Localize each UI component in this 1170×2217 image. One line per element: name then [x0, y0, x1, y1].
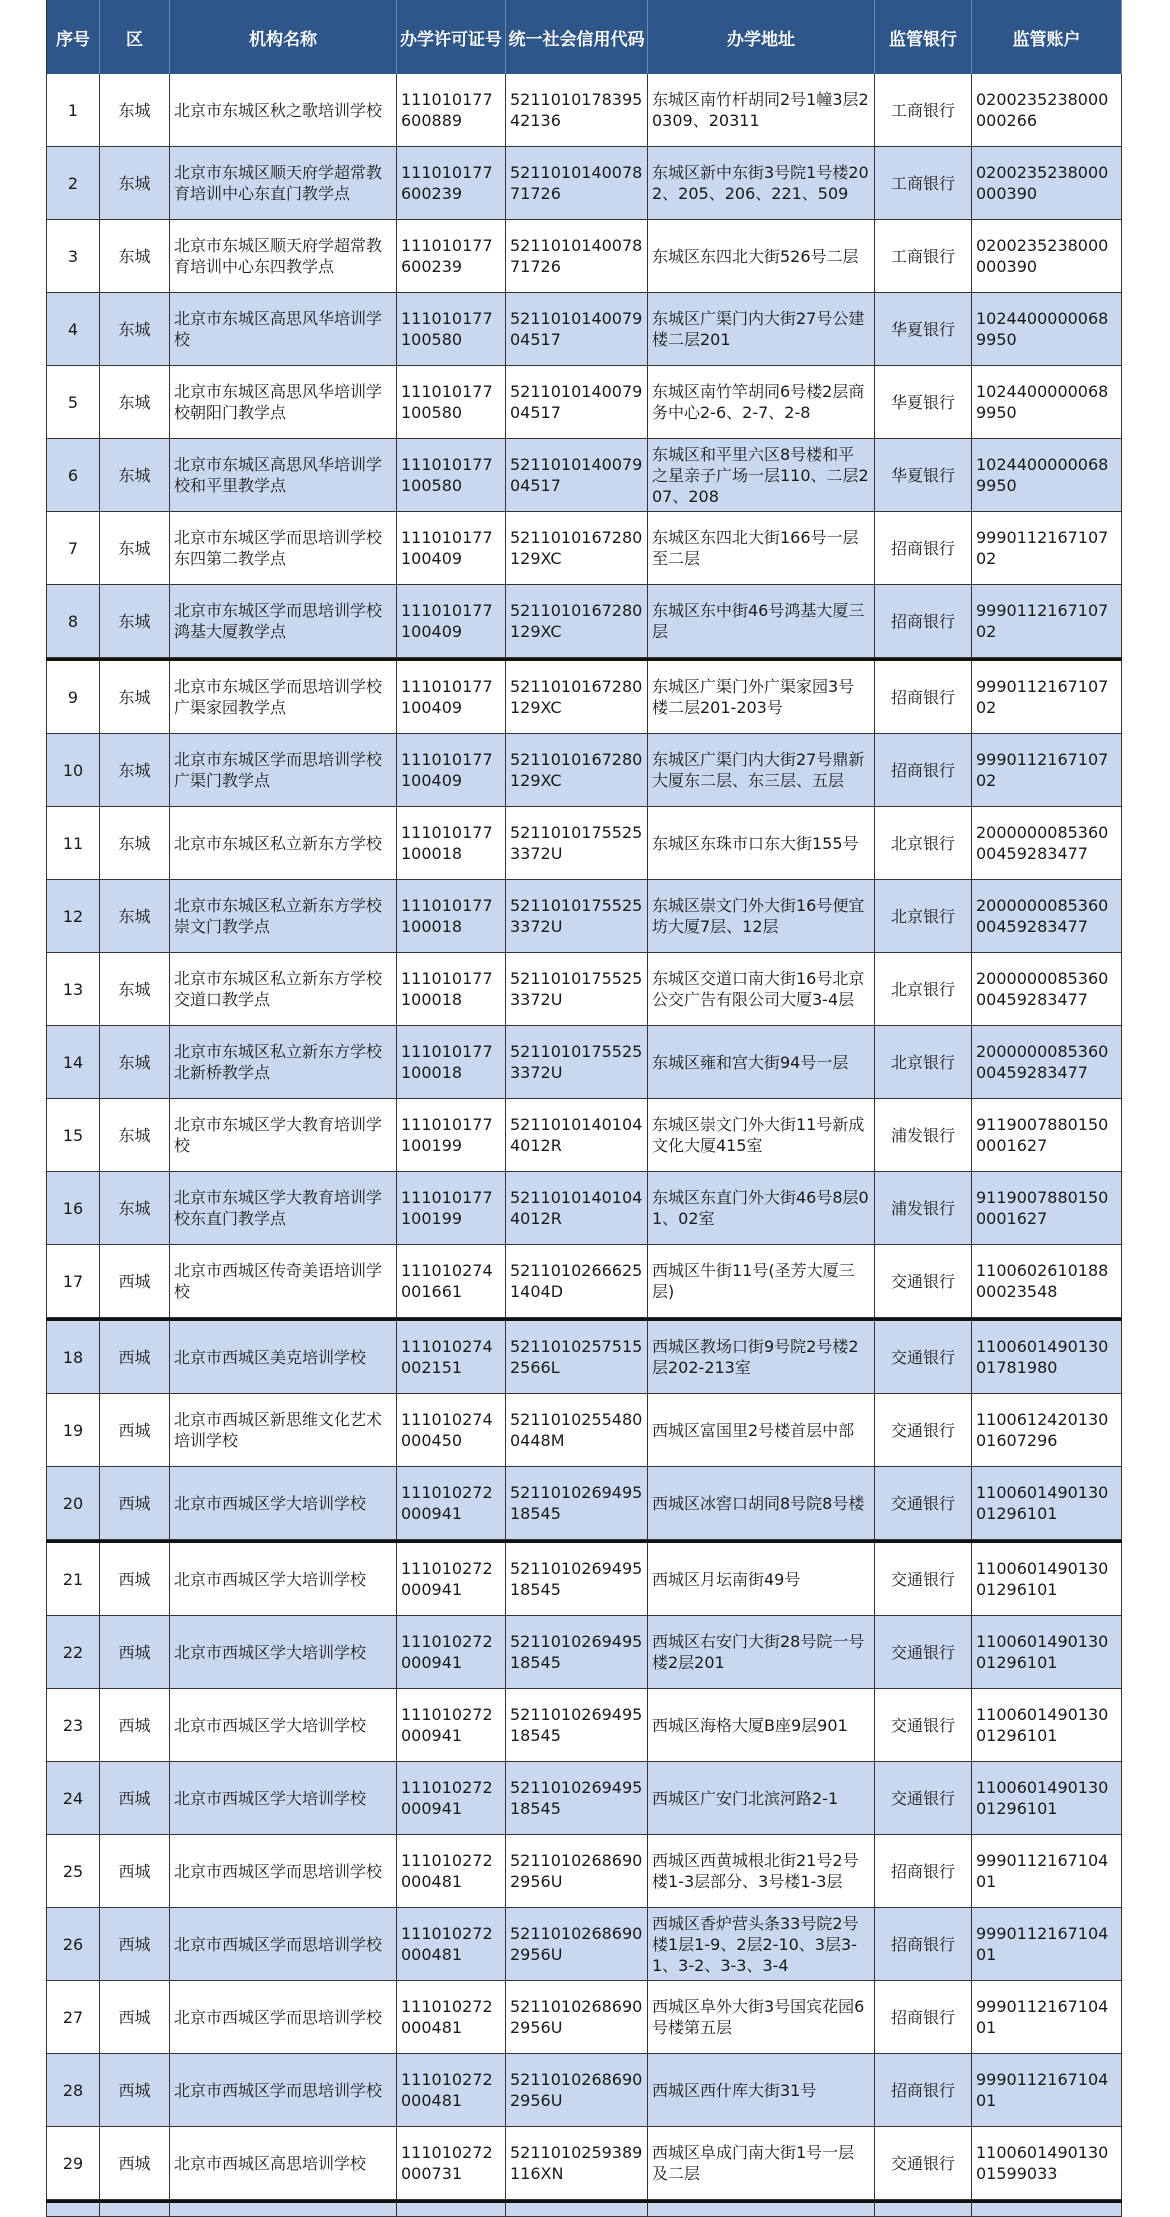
cell-bank: 招商银行: [875, 2054, 972, 2126]
cell-license: 111010177100018: [397, 1026, 506, 1098]
cell-no: 16: [46, 1172, 100, 1244]
cell-name: 北京市西城区高思培训学校: [170, 2127, 397, 2199]
cell-account: 110061242013001607296: [972, 1394, 1122, 1466]
table-row: [46, 1394, 1122, 1467]
cell-no: 20: [46, 1467, 100, 1539]
cell-address: 西城区教场口街9号院2号楼2层202-213室: [648, 1321, 875, 1393]
cell-account: 999011216710401: [972, 1835, 1122, 1907]
cell-account: 999011216710702: [972, 512, 1122, 584]
cell-address: 西城区冰窖口胡同8号院8号楼: [648, 1467, 875, 1539]
cell-no: 15: [46, 1099, 100, 1171]
cell-bank: 交通银行: [875, 1394, 972, 1466]
cell-address: 东城区东直门外大街46号8层01、02室: [648, 1172, 875, 1244]
table-row: [46, 1908, 1122, 1981]
table-row: [46, 220, 1122, 293]
cell-no: 26: [46, 1908, 100, 1980]
cell-no: 24: [46, 1762, 100, 1834]
cell-bank: 工商银行: [875, 147, 972, 219]
cell-district: 东城: [100, 807, 170, 879]
cell-address: 西城区右安门大街28号院一号楼2层201: [648, 1616, 875, 1688]
cell-account: 999011216710702: [972, 661, 1122, 733]
cell-no: 14: [46, 1026, 100, 1098]
cell-name: 北京市东城区学而思培训学校鸿基大厦教学点: [170, 585, 397, 657]
cell-district: 东城: [100, 880, 170, 952]
cell-credit-code: 52110102686902956U: [506, 2054, 648, 2126]
cell-no: 28: [46, 2054, 100, 2126]
cell-license: 111010177100018: [397, 807, 506, 879]
cell-district: 东城: [100, 1099, 170, 1171]
cell-account: 999011216710401: [972, 2054, 1122, 2126]
cell-address: 东城区东四北大街526号二层: [648, 220, 875, 292]
table-row: [46, 807, 1122, 880]
table-row: [46, 953, 1122, 1026]
table-row: [46, 1616, 1122, 1689]
cell-name: 北京市西城区传奇美语培训学校: [170, 1245, 397, 1317]
cell-district: 东城: [100, 585, 170, 657]
cell-bank: 招商银行: [875, 1908, 972, 1980]
cell-license: 111010177100018: [397, 880, 506, 952]
table-row: [46, 1835, 1122, 1908]
cell-bank: 北京银行: [875, 807, 972, 879]
cell-license: 111010272000941: [397, 1616, 506, 1688]
cell-credit-code: 52110102554800448M: [506, 1394, 648, 1466]
cell-no: 13: [46, 953, 100, 1025]
cell-name: 北京市西城区学大培训学校: [170, 1616, 397, 1688]
cell-account: 91190078801500001627: [972, 1099, 1122, 1171]
cell-name: 北京市东城区高思风华培训学校朝阳门教学点: [170, 366, 397, 438]
cell-district: 东城: [100, 1026, 170, 1098]
cell-license: 111010274000450: [397, 1394, 506, 1466]
table-row: [46, 1172, 1122, 1245]
cell-account: 10244000000689950: [972, 293, 1122, 365]
header-credit-code: 统一社会信用代码: [506, 0, 648, 74]
cell-account: 110060149013001296101: [972, 1689, 1122, 1761]
table-row: [46, 1981, 1122, 2054]
cell-account: 200000008536000459283477: [972, 1026, 1122, 1098]
cell-account: 200000008536000459283477: [972, 953, 1122, 1025]
cell-license: 111010177100409: [397, 661, 506, 733]
cell-name: 北京市西城区学而思培训学校: [170, 1835, 397, 1907]
cell-name: 北京市东城区私立新东方学校北新桥教学点: [170, 1026, 397, 1098]
cell-credit-code: 521101014007904517: [506, 293, 648, 365]
cell-license: 111010177100199: [397, 1172, 506, 1244]
cell-district: 东城: [100, 439, 170, 511]
cell-license: 111010177600239: [397, 220, 506, 292]
cell-district: 东城: [100, 661, 170, 733]
table-row: [46, 661, 1122, 734]
cell-address: 西城区海格大厦B座9层901: [648, 1689, 875, 1761]
cell-credit-code: 521101014007871726: [506, 147, 648, 219]
cell-name: 北京市东城区秋之歌培训学校: [170, 74, 397, 146]
cell-district: 东城: [100, 147, 170, 219]
header-district: 区: [100, 0, 170, 74]
cell-address: 东城区南竹杆胡同2号1幢3层20309、20311: [648, 74, 875, 146]
cell-address: 东城区东中街46号鸿基大厦三层: [648, 585, 875, 657]
cell-no: 23: [46, 1689, 100, 1761]
cell-address: 东城区广渠门内大街27号公建楼二层201: [648, 293, 875, 365]
cell-district: 西城: [100, 1245, 170, 1317]
cell-name: 北京市东城区私立新东方学校: [170, 807, 397, 879]
cell-credit-code: 521101026949518545: [506, 1689, 648, 1761]
table-row: [46, 74, 1122, 147]
table-row: [46, 1762, 1122, 1835]
cell-no: 25: [46, 1835, 100, 1907]
cell-district: 西城: [100, 1981, 170, 2053]
cell-bank: 交通银行: [875, 1321, 972, 1393]
cell-credit-code: 521101026949518545: [506, 1616, 648, 1688]
table-row: [46, 734, 1122, 807]
header-account: 监管账户: [972, 0, 1122, 74]
cell-credit-code: 52110101401044012R: [506, 1099, 648, 1171]
cell-license: 111010272000941: [397, 1543, 506, 1615]
cell-district: 西城: [100, 1908, 170, 1980]
cell-name: 北京市西城区学而思培训学校: [170, 1981, 397, 2053]
cell-address: 西城区月坛南街49号: [648, 1543, 875, 1615]
cell-district: 西城: [100, 1321, 170, 1393]
cell-address: 东城区东四北大街166号一层至二层: [648, 512, 875, 584]
cell-name: 北京市东城区私立新东方学校交道口教学点: [170, 953, 397, 1025]
table-row: [46, 2054, 1122, 2127]
cell-account: 110060149013001296101: [972, 1543, 1122, 1615]
cell-name: 北京市西城区学大培训学校: [170, 1762, 397, 1834]
cell-name: 北京市西城区学而思培训学校: [170, 2054, 397, 2126]
cell-bank: 北京银行: [875, 953, 972, 1025]
cell-bank: 浦发银行: [875, 1172, 972, 1244]
cell-account: 0200235238000000390: [972, 220, 1122, 292]
cell-credit-code: 521101026949518545: [506, 1762, 648, 1834]
cell-bank: 交通银行: [875, 1689, 972, 1761]
cell-license: 111010272000481: [397, 1835, 506, 1907]
table-body: [46, 74, 1122, 2200]
cell-district: 东城: [100, 293, 170, 365]
cell-account: 10244000000689950: [972, 439, 1122, 511]
cell-credit-code: 5211010167280129XC: [506, 734, 648, 806]
cell-district: 西城: [100, 1762, 170, 1834]
cell-address: 西城区广安门北滨河路2-1: [648, 1762, 875, 1834]
header-no: 序号: [46, 0, 100, 74]
cell-credit-code: 5211010259389116XN: [506, 2127, 648, 2199]
cell-license: 111010272000481: [397, 2054, 506, 2126]
table-row: [46, 1543, 1122, 1616]
cell-district: 西城: [100, 1616, 170, 1688]
cell-district: 西城: [100, 1835, 170, 1907]
table-row: [46, 1321, 1122, 1394]
cell-credit-code: 52110102686902956U: [506, 1908, 648, 1980]
cell-bank: 招商银行: [875, 734, 972, 806]
cell-account: 999011216710401: [972, 1981, 1122, 2053]
cell-account: 110060149013001781980: [972, 1321, 1122, 1393]
cell-bank: 北京银行: [875, 1026, 972, 1098]
header-bank: 监管银行: [875, 0, 972, 74]
cell-bank: 交通银行: [875, 2127, 972, 2199]
cell-name: 北京市东城区学而思培训学校东四第二教学点: [170, 512, 397, 584]
cell-account: 999011216710401: [972, 1908, 1122, 1980]
cell-district: 西城: [100, 2127, 170, 2199]
cell-bank: 交通银行: [875, 1616, 972, 1688]
cell-name: 北京市东城区学大教育培训学校: [170, 1099, 397, 1171]
cell-name: 北京市东城区学而思培训学校广渠门教学点: [170, 734, 397, 806]
cell-address: 东城区南竹竿胡同6号楼2层商务中心2-6、2-7、2-8: [648, 366, 875, 438]
cell-name: 北京市东城区顺天府学超常教育培训中心东直门教学点: [170, 147, 397, 219]
cell-bank: 交通银行: [875, 1762, 972, 1834]
cell-no: 27: [46, 1981, 100, 2053]
cell-credit-code: 52110101755253372U: [506, 953, 648, 1025]
cell-name: 北京市东城区学大教育培训学校东直门教学点: [170, 1172, 397, 1244]
institution-table: [46, 0, 1122, 2217]
cell-no: 3: [46, 220, 100, 292]
cell-credit-code: 52110101401044012R: [506, 1172, 648, 1244]
cell-credit-code: 521101014007904517: [506, 439, 648, 511]
cell-license: 111010272000941: [397, 1467, 506, 1539]
table-row: [46, 366, 1122, 439]
cell-credit-code: 52110102686902956U: [506, 1835, 648, 1907]
cell-name: 北京市西城区学大培训学校: [170, 1543, 397, 1615]
cell-address: 西城区富国里2号楼首层中部: [648, 1394, 875, 1466]
cell-district: 西城: [100, 1689, 170, 1761]
cell-no: 11: [46, 807, 100, 879]
cell-no: 22: [46, 1616, 100, 1688]
cell-address: 东城区广渠门内大街27号鼎新大厦东二层、东三层、五层: [648, 734, 875, 806]
cell-address: 西城区西什库大街31号: [648, 2054, 875, 2126]
cell-no: 18: [46, 1321, 100, 1393]
cell-credit-code: 52110101755253372U: [506, 807, 648, 879]
cell-account: 999011216710702: [972, 585, 1122, 657]
cell-credit-code: 521101017839542136: [506, 74, 648, 146]
cell-no: 17: [46, 1245, 100, 1317]
cell-credit-code: 521101014007871726: [506, 220, 648, 292]
cell-credit-code: 52110101755253372U: [506, 880, 648, 952]
cell-address: 东城区广渠门外广渠家园3号楼二层201-203号: [648, 661, 875, 733]
cell-address: 西城区阜外大街3号国宾花园6号楼第五层: [648, 1981, 875, 2053]
cell-bank: 招商银行: [875, 1981, 972, 2053]
cell-name: 北京市东城区高思风华培训学校: [170, 293, 397, 365]
cell-license: 111010177100409: [397, 512, 506, 584]
cell-bank: 华夏银行: [875, 366, 972, 438]
cell-district: 东城: [100, 366, 170, 438]
cell-license: 111010272000481: [397, 1981, 506, 2053]
cell-address: 西城区牛街11号(圣芳大厦三层): [648, 1245, 875, 1317]
cell-no: 8: [46, 585, 100, 657]
cell-bank: 华夏银行: [875, 293, 972, 365]
cell-address: 东城区雍和宫大街94号一层: [648, 1026, 875, 1098]
cell-account: 0200235238000000390: [972, 147, 1122, 219]
cell-bank: 招商银行: [875, 661, 972, 733]
cell-name: 北京市西城区新思维文化艺术培训学校: [170, 1394, 397, 1466]
cell-license: 111010177100409: [397, 585, 506, 657]
cell-license: 111010177100580: [397, 293, 506, 365]
table-row-partial: [46, 2203, 1122, 2217]
cell-account: 110060149013001296101: [972, 1762, 1122, 1834]
cell-credit-code: 52110102686902956U: [506, 1981, 648, 2053]
cell-address: 西城区阜成门南大街1号一层及二层: [648, 2127, 875, 2199]
cell-credit-code: 52110102666251404D: [506, 1245, 648, 1317]
cell-no: 10: [46, 734, 100, 806]
cell-address: 东城区崇文门外大街11号新成文化大厦415室: [648, 1099, 875, 1171]
cell-district: 西城: [100, 1394, 170, 1466]
cell-credit-code: 5211010167280129XC: [506, 585, 648, 657]
cell-no: 5: [46, 366, 100, 438]
table-row: [46, 512, 1122, 585]
cell-bank: 招商银行: [875, 585, 972, 657]
cell-bank: 交通银行: [875, 1245, 972, 1317]
cell-no: 4: [46, 293, 100, 365]
header-name: 机构名称: [170, 0, 397, 74]
cell-account: 110060149013001599033: [972, 2127, 1122, 2199]
cell-no: 12: [46, 880, 100, 952]
cell-bank: 交通银行: [875, 1467, 972, 1539]
cell-credit-code: 52110102575152566L: [506, 1321, 648, 1393]
cell-no: 29: [46, 2127, 100, 2199]
table-row: [46, 1026, 1122, 1099]
table-row: [46, 293, 1122, 366]
cell-license: 111010272000941: [397, 1689, 506, 1761]
cell-no: 21: [46, 1543, 100, 1615]
cell-name: 北京市东城区高思风华培训学校和平里教学点: [170, 439, 397, 511]
cell-license: 111010177600889: [397, 74, 506, 146]
cell-account: 110060149013001296101: [972, 1616, 1122, 1688]
table-row: [46, 1467, 1122, 1540]
cell-license: 111010177100409: [397, 734, 506, 806]
table-row: [46, 439, 1122, 512]
cell-district: 东城: [100, 953, 170, 1025]
table-header: [46, 0, 1122, 74]
cell-account: 110060149013001296101: [972, 1467, 1122, 1539]
cell-district: 东城: [100, 74, 170, 146]
cell-license: 111010177600239: [397, 147, 506, 219]
cell-name: 北京市东城区顺天府学超常教育培训中心东四教学点: [170, 220, 397, 292]
cell-no: 7: [46, 512, 100, 584]
cell-district: 东城: [100, 734, 170, 806]
cell-credit-code: 52110101755253372U: [506, 1026, 648, 1098]
table-row: [46, 1689, 1122, 1762]
cell-district: 西城: [100, 1467, 170, 1539]
header-address: 办学地址: [648, 0, 875, 74]
cell-name: 北京市西城区学而思培训学校: [170, 1908, 397, 1980]
cell-bank: 北京银行: [875, 880, 972, 952]
cell-name: 北京市东城区学而思培训学校广渠家园教学点: [170, 661, 397, 733]
cell-credit-code: 521101026949518545: [506, 1467, 648, 1539]
table-row: [46, 880, 1122, 953]
cell-bank: 工商银行: [875, 74, 972, 146]
header-license: 办学许可证号: [397, 0, 506, 74]
cell-bank: 交通银行: [875, 1543, 972, 1615]
cell-no: 2: [46, 147, 100, 219]
cell-license: 111010177100580: [397, 366, 506, 438]
table-row: [46, 1245, 1122, 1318]
cell-bank: 浦发银行: [875, 1099, 972, 1171]
cell-name: 北京市西城区美克培训学校: [170, 1321, 397, 1393]
cell-license: 111010272000481: [397, 1908, 506, 1980]
cell-account: 0200235238000000266: [972, 74, 1122, 146]
cell-name: 北京市东城区私立新东方学校崇文门教学点: [170, 880, 397, 952]
cell-license: 111010274001661: [397, 1245, 506, 1317]
cell-address: 西城区西黄城根北街21号2号楼1-3层部分、3号楼1-3层: [648, 1835, 875, 1907]
table-row: [46, 2127, 1122, 2200]
cell-district: 西城: [100, 2054, 170, 2126]
cell-district: 东城: [100, 220, 170, 292]
cell-district: 西城: [100, 1543, 170, 1615]
cell-account: 10244000000689950: [972, 366, 1122, 438]
cell-credit-code: 521101026949518545: [506, 1543, 648, 1615]
cell-no: 6: [46, 439, 100, 511]
cell-account: 200000008536000459283477: [972, 880, 1122, 952]
cell-address: 东城区和平里六区8号楼和平之星亲子广场一层110、二层207、208: [648, 439, 875, 511]
cell-address: 西城区香炉营头条33号院2号楼1层1-9、2层2-10、3层3-1、3-2、3-3、3-4: [648, 1908, 875, 1980]
cell-account: 110060261018800023548: [972, 1245, 1122, 1317]
cell-credit-code: 521101014007904517: [506, 366, 648, 438]
cell-license: 111010272000941: [397, 1762, 506, 1834]
cell-bank: 招商银行: [875, 512, 972, 584]
cell-license: 111010177100199: [397, 1099, 506, 1171]
cell-name: 北京市西城区学大培训学校: [170, 1689, 397, 1761]
cell-account: 999011216710702: [972, 734, 1122, 806]
cell-name: 北京市西城区学大培训学校: [170, 1467, 397, 1539]
cell-license: 111010274002151: [397, 1321, 506, 1393]
cell-credit-code: 5211010167280129XC: [506, 512, 648, 584]
cell-no: 19: [46, 1394, 100, 1466]
cell-address: 东城区崇文门外大街16号便宜坊大厦7层、12层: [648, 880, 875, 952]
cell-credit-code: 5211010167280129XC: [506, 661, 648, 733]
table-row: [46, 1099, 1122, 1172]
cell-bank: 工商银行: [875, 220, 972, 292]
cell-account: 200000008536000459283477: [972, 807, 1122, 879]
cell-address: 东城区交道口南大街16号北京公交广告有限公司大厦3-4层: [648, 953, 875, 1025]
cell-address: 东城区东珠市口东大街155号: [648, 807, 875, 879]
cell-bank: 华夏银行: [875, 439, 972, 511]
cell-bank: 招商银行: [875, 1835, 972, 1907]
cell-address: 东城区新中东街3号院1号楼202、205、206、221、509: [648, 147, 875, 219]
cell-license: 111010177100580: [397, 439, 506, 511]
cell-no: 9: [46, 661, 100, 733]
cell-district: 东城: [100, 512, 170, 584]
table-row: [46, 147, 1122, 220]
cell-no: 1: [46, 74, 100, 146]
cell-license: 111010177100018: [397, 953, 506, 1025]
cell-district: 东城: [100, 1172, 170, 1244]
table-row: [46, 585, 1122, 658]
cell-account: 91190078801500001627: [972, 1172, 1122, 1244]
cell-license: 111010272000731: [397, 2127, 506, 2199]
